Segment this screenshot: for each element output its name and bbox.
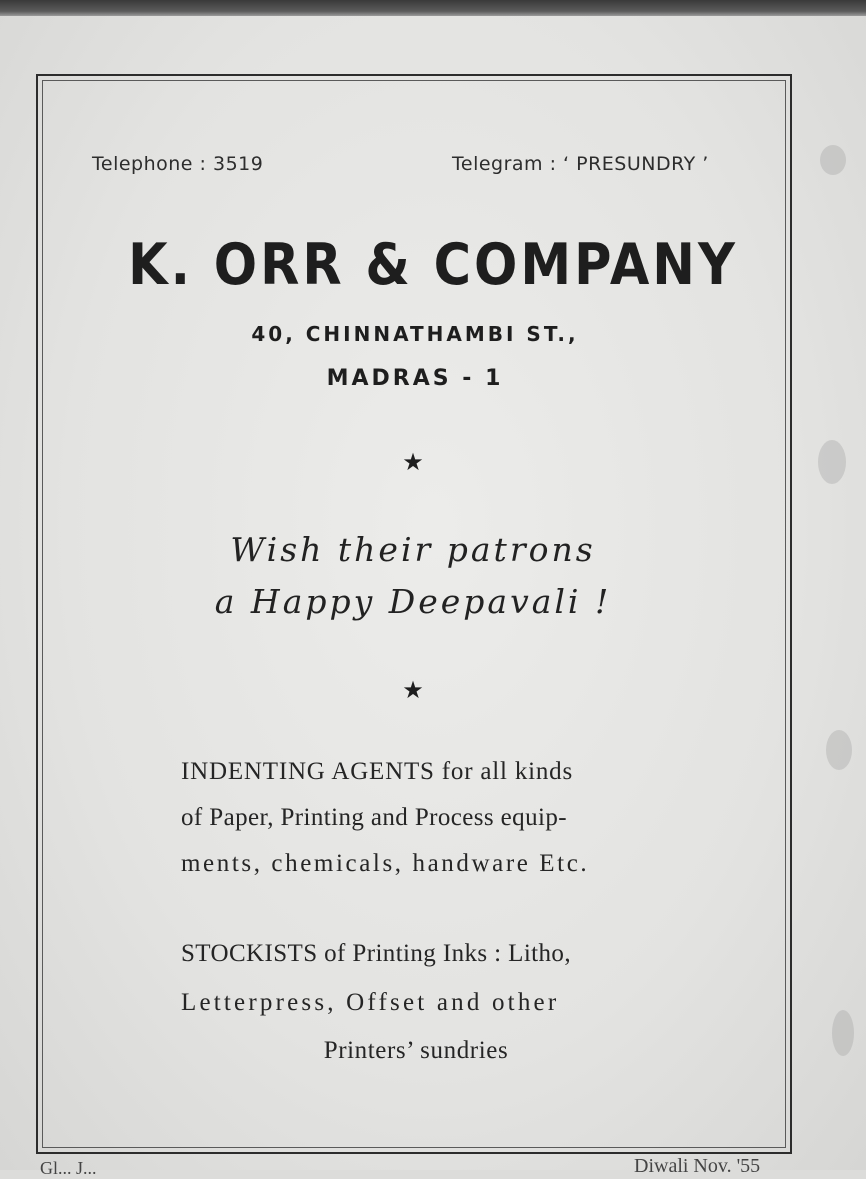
paper-mark [832,1010,854,1056]
greeting-line-1: Wish their patrons [230,530,596,569]
stockists-line-2: Letterpress, Offset and other [181,989,560,1016]
telephone-text: Telephone : 3519 [92,153,264,175]
indenting-line-3: ments, chemicals, handware Etc. [181,850,590,877]
stockists-line-1: STOCKISTS of Printing Inks : Litho, [181,940,571,967]
indenting-line-2: of Paper, Printing and Process equip- [181,804,567,831]
footer-left-text: Gl... J... [40,1158,97,1178]
stockists-line-3: Printers’ sundries [323,1037,509,1064]
paper-mark [818,440,846,484]
address-city: MADRAS - 1 [326,366,504,391]
paper-mark [820,145,846,175]
star-ornament-icon: ★ [402,448,424,476]
company-name: K. ORR & COMPANY [128,232,738,299]
star-ornament-icon: ★ [402,676,424,704]
address-street: 40, CHINNATHAMBI ST., [251,322,579,346]
telegram-text: Telegram : ‘ PRESUNDRY ’ [452,153,709,175]
footer-issue-text: Diwali Nov. '55 [634,1155,761,1177]
greeting-line-2: a Happy Deepavali ! [214,582,612,621]
scan-top-edge [0,0,866,16]
indenting-line-1: INDENTING AGENTS for all kinds [181,758,574,785]
paper-mark [826,730,852,770]
